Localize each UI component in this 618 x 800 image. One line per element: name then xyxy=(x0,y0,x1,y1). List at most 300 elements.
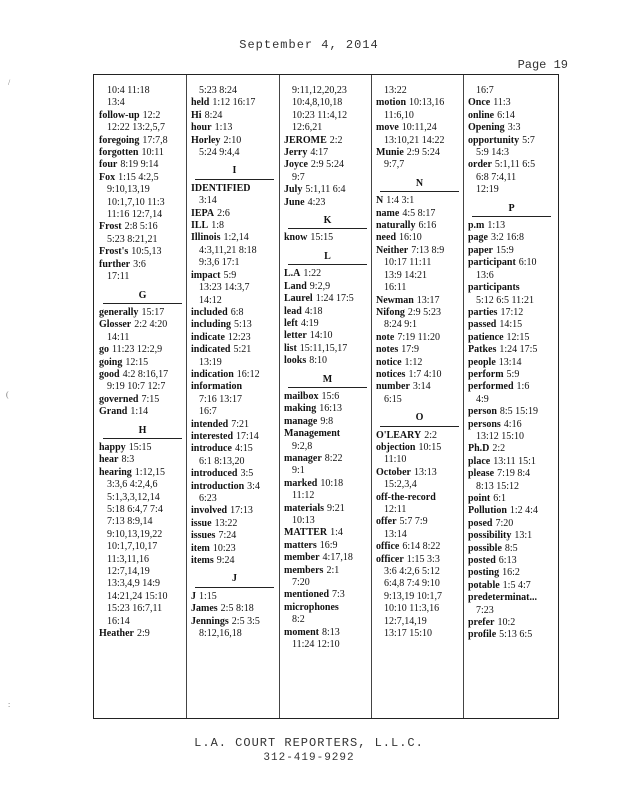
page-line-refs: 10:4,8,10,18 xyxy=(292,97,343,109)
index-column-3 xyxy=(284,85,371,651)
page-line-refs: 14:15 xyxy=(499,319,523,331)
index-term: indicate xyxy=(191,331,225,343)
index-term: follow-up xyxy=(99,109,140,121)
page-line-refs: 6:14 xyxy=(497,109,515,121)
page-line-refs: 15:2,3,4 xyxy=(384,479,417,491)
index-term: member xyxy=(284,552,320,564)
page-line-refs: 5:23 8:21,21 xyxy=(107,233,158,245)
index-entry xyxy=(191,232,278,269)
page-line-refs: 13:14 xyxy=(498,356,522,368)
page-line-refs: 1:4 3:1 xyxy=(386,195,415,207)
section-letter: N xyxy=(380,178,459,192)
page-line-refs: 7:16 13:17 xyxy=(199,393,243,405)
index-entry xyxy=(99,454,186,466)
index-entry xyxy=(284,416,371,428)
page-line-refs: 17:9 xyxy=(401,344,420,356)
page-line-refs: 13:11 15:1 xyxy=(493,455,536,467)
page-line-refs: 9:11,12,20,23 xyxy=(292,85,347,96)
index-term: marked xyxy=(284,477,318,489)
index-entry xyxy=(468,122,555,134)
page-line-refs: 17:14 xyxy=(236,430,259,442)
index-entry xyxy=(376,295,463,307)
page-line-refs: 1:7 4:10 xyxy=(408,368,442,380)
index-term: members xyxy=(284,564,324,576)
page-line-refs: 13:6 xyxy=(476,269,494,281)
index-entry xyxy=(468,110,555,122)
page-line-refs: 13:3,4,9 14:9 xyxy=(107,578,161,590)
page-line-refs: 12:15 xyxy=(125,356,149,368)
page-line-refs: 7:20 xyxy=(292,577,310,589)
index-entry xyxy=(191,591,278,603)
index-term: introduce xyxy=(191,443,232,455)
index-entry xyxy=(191,319,278,331)
index-term: manage xyxy=(284,415,318,427)
index-term: Management xyxy=(284,428,341,440)
page-line-refs: 10:17 11:11 xyxy=(384,257,432,269)
index-term: impact xyxy=(191,269,221,281)
index-entry xyxy=(191,307,278,319)
scan-mark: : xyxy=(8,700,11,709)
page-line-refs: 9:2,9 xyxy=(309,280,331,292)
section-letter: J xyxy=(195,573,274,587)
index-term: L.A xyxy=(284,268,301,280)
page-line-refs: 6:13 xyxy=(498,555,517,567)
page-line-refs: 15:23 16:7,11 xyxy=(107,603,163,615)
index-term: information xyxy=(191,381,243,393)
page-line-refs: 15:15 xyxy=(310,232,334,244)
page-line-refs: 2:9 xyxy=(137,628,150,640)
page-line-refs: 6:14 8:22 xyxy=(402,541,441,553)
page-line-refs: 16:11 xyxy=(384,282,407,294)
page-line-refs: 6:16 xyxy=(418,220,437,232)
index-term: issue xyxy=(191,517,212,529)
index-entry xyxy=(99,172,186,222)
index-entry xyxy=(468,555,555,567)
index-term: mailbox xyxy=(284,390,319,402)
index-term: materials xyxy=(284,502,324,514)
index-term: note xyxy=(376,331,395,343)
index-term: left xyxy=(284,317,298,329)
page-line-refs: 16:14 xyxy=(107,615,130,627)
page-line-refs: 1:24 17:5 xyxy=(315,293,354,305)
index-entry xyxy=(191,505,278,517)
index-term: forgotten xyxy=(99,147,139,159)
page-line-refs: 10:11,24 xyxy=(401,122,437,134)
index-entry xyxy=(191,110,278,122)
index-entry xyxy=(468,257,555,282)
index-term: indication xyxy=(191,368,234,380)
index-entry xyxy=(468,369,555,381)
index-term: foregoing xyxy=(99,134,140,146)
index-term: further xyxy=(99,258,131,270)
index-term: need xyxy=(376,232,396,244)
page-line-refs: 7:15 xyxy=(141,393,160,405)
index-term: IEPA xyxy=(191,207,215,219)
index-term: four xyxy=(99,159,118,171)
page-line-refs: 10:1,7,10 11:3 xyxy=(107,196,165,208)
page-line-refs: 2:2 xyxy=(424,429,437,441)
index-column-2 xyxy=(191,85,278,640)
index-entry xyxy=(376,208,463,220)
index-term: performed xyxy=(468,381,514,393)
index-entry xyxy=(468,381,555,406)
index-term: indicated xyxy=(191,344,231,356)
page-line-refs: 9:7,7 xyxy=(384,159,405,171)
index-entry xyxy=(376,467,463,492)
page-line-refs: 13:17 xyxy=(416,294,440,306)
index-term: parties xyxy=(468,306,498,318)
index-entry xyxy=(468,592,555,617)
page-line-refs: 5:7 xyxy=(522,134,535,146)
page-line-refs: 7:19 11:20 xyxy=(397,331,441,343)
page-line-refs: 8:5 xyxy=(504,542,518,554)
index-term: MATTER xyxy=(284,527,328,539)
page-line-refs: 8:3 xyxy=(121,454,135,466)
index-entry xyxy=(284,391,371,403)
index-box xyxy=(93,74,559,719)
page-line-refs: 10:18 xyxy=(320,477,344,489)
page-line-refs: 9:1 xyxy=(292,465,305,477)
index-term: Joyce xyxy=(284,159,308,171)
index-entry xyxy=(376,442,463,467)
index-term: hour xyxy=(191,122,212,134)
index-term: October xyxy=(376,466,411,478)
index-term: posed xyxy=(468,517,493,529)
page-line-refs: 5:1,11 6:4 xyxy=(305,184,346,196)
page-line-refs: 2:5 3:5 xyxy=(231,615,260,627)
index-term: person xyxy=(468,406,497,418)
page-line-refs: 9:8 xyxy=(320,415,334,427)
page-line-refs: 10:2 xyxy=(497,617,516,629)
index-entry xyxy=(376,232,463,244)
index-entry xyxy=(376,344,463,356)
page-line-refs: 8:24 9:1 xyxy=(384,319,418,331)
transcript-date: September 4, 2014 xyxy=(239,38,379,52)
index-entry xyxy=(99,467,186,628)
index-entry xyxy=(284,589,371,601)
index-entry xyxy=(468,282,555,307)
page-line-refs: 11:10 xyxy=(384,454,407,466)
index-entry xyxy=(99,246,186,258)
index-entry xyxy=(376,357,463,369)
section-letter: H xyxy=(103,425,182,439)
index-entry xyxy=(191,381,278,418)
page-line-refs: 5:9 14:3 xyxy=(476,147,510,159)
page-line-refs: 1:15 3:3 xyxy=(406,553,440,565)
index-entry xyxy=(191,530,278,542)
index-entry xyxy=(284,85,371,135)
index-entry xyxy=(284,147,371,159)
page-line-refs: 1:2 4:4 xyxy=(509,505,538,517)
index-term: microphones xyxy=(284,601,339,613)
index-entry xyxy=(191,543,278,555)
page-line-refs: 9:10,13,19,22 xyxy=(107,528,163,540)
page-line-refs: 2:5 8:18 xyxy=(220,603,254,615)
page-line-refs: 17:12 xyxy=(500,306,524,318)
index-entry xyxy=(191,616,278,641)
index-entry xyxy=(468,543,555,555)
page-line-refs: 11:23 12:2,9 xyxy=(112,344,163,356)
index-term: Laurel xyxy=(284,293,313,305)
index-term: online xyxy=(468,109,495,121)
index-term: p.m xyxy=(468,220,485,232)
index-column-5 xyxy=(468,85,555,642)
page-line-refs: 5:1,11 6:5 xyxy=(494,159,536,171)
index-term: J xyxy=(191,590,196,602)
page-line-refs: 10:15 xyxy=(418,441,442,453)
page-line-refs: 14:11 xyxy=(107,331,130,343)
page-line-refs: 12:7,14,19 xyxy=(107,566,150,578)
index-term: manager xyxy=(284,452,322,464)
page-line-refs: 9:24 xyxy=(216,555,235,567)
index-term: James xyxy=(191,603,218,615)
page-line-refs: 8:5 15:19 xyxy=(499,406,538,418)
page-line-refs: 2:10 xyxy=(223,134,242,146)
index-entry xyxy=(284,527,371,539)
index-entry xyxy=(468,97,555,109)
index-entry xyxy=(284,428,371,453)
index-entry xyxy=(284,602,371,627)
column-divider xyxy=(463,75,464,718)
index-entry xyxy=(284,306,371,318)
page-line-refs: 5:23 8:24 xyxy=(199,85,238,96)
index-term: good xyxy=(99,368,120,380)
page-line-refs: 13:9 14:21 xyxy=(384,269,428,281)
page-line-refs: 15:9 xyxy=(496,244,514,256)
page-line-refs: 16:2 xyxy=(502,567,520,579)
index-entry xyxy=(284,293,371,305)
index-entry xyxy=(284,552,371,564)
page-line-refs: 11:12 xyxy=(292,490,315,502)
index-term: know xyxy=(284,232,308,244)
page-line-refs: 13:14 xyxy=(384,528,407,540)
page-line-refs: 11:24 12:10 xyxy=(292,639,340,651)
index-term: Newman xyxy=(376,294,414,306)
section-letter: O xyxy=(380,412,459,426)
index-term: included xyxy=(191,306,228,318)
index-term: notes xyxy=(376,344,399,356)
index-term: notice xyxy=(376,356,402,368)
index-term: move xyxy=(376,122,399,134)
scan-mark: / xyxy=(8,78,11,87)
page-line-refs: 7:13 8:9 xyxy=(411,244,445,256)
page-line-refs: 7:19 8:4 xyxy=(497,468,531,480)
index-entry xyxy=(191,220,278,232)
page-line-refs: 5:7 7:9 xyxy=(399,516,428,528)
page-number: Page 19 xyxy=(517,58,568,72)
page-line-refs: 9:13,19 10:1,7 xyxy=(384,590,443,602)
page-line-refs: 5:13 xyxy=(234,319,252,331)
index-entry xyxy=(376,492,463,517)
index-term: possibility xyxy=(468,530,512,542)
page-line-refs: 3:5 xyxy=(240,468,254,480)
page-line-refs: 1:15 xyxy=(199,590,217,602)
index-term: issues xyxy=(191,530,216,542)
page-line-refs: 3:3 xyxy=(507,122,521,134)
index-term: offer xyxy=(376,516,397,528)
index-term: motion xyxy=(376,97,406,109)
page-line-refs: 4:23 xyxy=(307,196,326,208)
index-entry xyxy=(284,453,371,478)
page-line-refs: 10:1,7,10,17 xyxy=(107,541,158,553)
index-term: held xyxy=(191,97,210,109)
page-line-refs: 2:2 xyxy=(492,443,506,455)
index-term: Patkes xyxy=(468,344,497,356)
index-term: Glosser xyxy=(99,319,132,331)
page-line-refs: 10:23 11:4,12 xyxy=(292,109,348,121)
index-term: including xyxy=(191,319,232,331)
index-term: profile xyxy=(468,629,497,641)
index-entry xyxy=(284,540,371,552)
index-term: making xyxy=(284,403,317,415)
column-divider xyxy=(186,75,187,718)
index-entry xyxy=(468,220,555,232)
page-line-refs: 9:21 xyxy=(327,502,345,514)
index-term: item xyxy=(191,542,210,554)
index-entry xyxy=(468,505,555,517)
index-entry xyxy=(468,344,555,356)
page-line-refs: 13:22 xyxy=(384,85,407,96)
page-line-refs: 11:16 12:7,14 xyxy=(107,209,163,221)
page-line-refs: 7:13 8:9,14 xyxy=(107,516,153,528)
index-term: point xyxy=(468,493,491,504)
index-term: Pollution xyxy=(468,505,507,517)
page-line-refs: 10:13 xyxy=(292,515,315,526)
page-line-refs: 2:8 5:16 xyxy=(124,221,158,233)
index-term: generally xyxy=(99,306,139,318)
page-line-refs: 17:7,8 xyxy=(142,134,168,146)
index-entry xyxy=(468,493,555,505)
index-entry xyxy=(468,419,555,444)
index-term: page xyxy=(468,232,488,244)
index-entry xyxy=(376,195,463,207)
page-line-refs: 11:3 xyxy=(493,97,511,109)
index-entry xyxy=(191,468,278,480)
page-line-refs: 10:10 11:3,16 xyxy=(384,603,440,615)
index-term: objection xyxy=(376,441,416,453)
page-line-refs: 5:9 xyxy=(506,368,520,380)
index-entry xyxy=(99,357,186,369)
index-entry xyxy=(376,147,463,172)
index-term: Opening xyxy=(468,122,505,134)
page-line-refs: 1:6 xyxy=(516,381,530,393)
index-entry xyxy=(99,110,186,135)
page-line-refs: 6:1 8:13,20 xyxy=(199,455,245,467)
page-line-refs: 1:13 xyxy=(214,122,233,134)
index-term: opportunity xyxy=(468,134,520,146)
page-line-refs: 16:10 xyxy=(399,232,422,244)
index-entry xyxy=(376,541,463,553)
index-term: place xyxy=(468,455,491,467)
index-term: prefer xyxy=(468,617,495,629)
index-entry xyxy=(191,208,278,220)
index-entry xyxy=(468,85,555,97)
page-line-refs: 1:12 xyxy=(404,356,423,368)
page-line-refs: 4:2 8:16,17 xyxy=(122,368,169,380)
page-line-refs: 1:8 xyxy=(211,220,225,232)
index-term: Jerry xyxy=(284,147,308,159)
index-term: Jennings xyxy=(191,615,229,627)
index-entry xyxy=(468,530,555,542)
index-entry xyxy=(191,518,278,530)
index-entry xyxy=(99,442,186,454)
index-term: hearing xyxy=(99,466,132,478)
index-entry xyxy=(284,268,371,280)
index-term: July xyxy=(284,184,303,196)
index-entry xyxy=(376,122,463,147)
index-term: introduced xyxy=(191,468,238,480)
page-line-refs: 12:6,21 xyxy=(292,122,323,134)
index-term: Grand xyxy=(99,406,128,418)
page-line-refs: 8:12,16,18 xyxy=(199,628,242,640)
index-term: mentioned xyxy=(284,589,329,601)
page-line-refs: 1:2,14 xyxy=(223,232,249,244)
page-line-refs: 7:3 xyxy=(332,589,345,601)
index-term: moment xyxy=(284,626,319,638)
index-term: Frost xyxy=(99,221,122,233)
page-line-refs: 1:12 16:17 xyxy=(212,97,256,109)
page-line-refs: 8:13 xyxy=(322,626,340,638)
index-term: interested xyxy=(191,430,234,442)
index-term: posting xyxy=(468,567,500,579)
index-entry xyxy=(284,281,371,293)
index-term: off-the-record xyxy=(376,491,436,503)
page-line-refs: 3:14 xyxy=(412,381,431,393)
index-term: Neither xyxy=(376,244,409,256)
index-entry xyxy=(191,332,278,344)
page-line-refs: 12:15 xyxy=(506,331,530,343)
index-term: hear xyxy=(99,454,119,466)
index-entry xyxy=(376,220,463,232)
page-line-refs: 2:6 xyxy=(217,207,230,219)
index-term: ILL xyxy=(191,220,209,232)
index-entry xyxy=(284,184,371,196)
page-line-refs: 7:23 xyxy=(476,604,494,616)
page-line-refs: 7:21 xyxy=(231,418,250,430)
section-letter: P xyxy=(472,203,551,217)
page-line-refs: 4:9 xyxy=(476,393,489,405)
index-entry xyxy=(468,629,555,641)
index-entry xyxy=(99,628,186,640)
page-line-refs: 9:10,13,19 xyxy=(107,184,150,196)
page-line-refs: 4:3,11,21 8:18 xyxy=(199,244,257,256)
index-term: Land xyxy=(284,280,307,292)
index-term: paper xyxy=(468,244,493,256)
index-term: list xyxy=(284,342,297,354)
section-letter: I xyxy=(195,165,274,179)
index-term: participants xyxy=(468,282,520,294)
index-entry xyxy=(376,97,463,122)
page-line-refs: 6:8 7:4,11 xyxy=(476,171,517,183)
index-column-4 xyxy=(376,85,463,640)
page-line-refs: 6:23 xyxy=(199,493,217,504)
index-entry xyxy=(284,135,371,147)
index-entry xyxy=(99,344,186,356)
index-entry xyxy=(191,419,278,431)
index-term: Hi xyxy=(191,109,202,121)
page-line-refs: 1:24 17:5 xyxy=(499,344,538,356)
index-entry xyxy=(468,135,555,160)
index-entry xyxy=(284,478,371,503)
page-line-refs: 4:15 xyxy=(234,443,253,455)
index-term: passed xyxy=(468,319,497,331)
index-term: governed xyxy=(99,393,139,405)
page-line-refs: 5:21 xyxy=(233,344,252,356)
index-entry xyxy=(376,369,463,381)
index-entry xyxy=(468,332,555,344)
index-entry xyxy=(99,394,186,406)
index-entry xyxy=(99,221,186,246)
